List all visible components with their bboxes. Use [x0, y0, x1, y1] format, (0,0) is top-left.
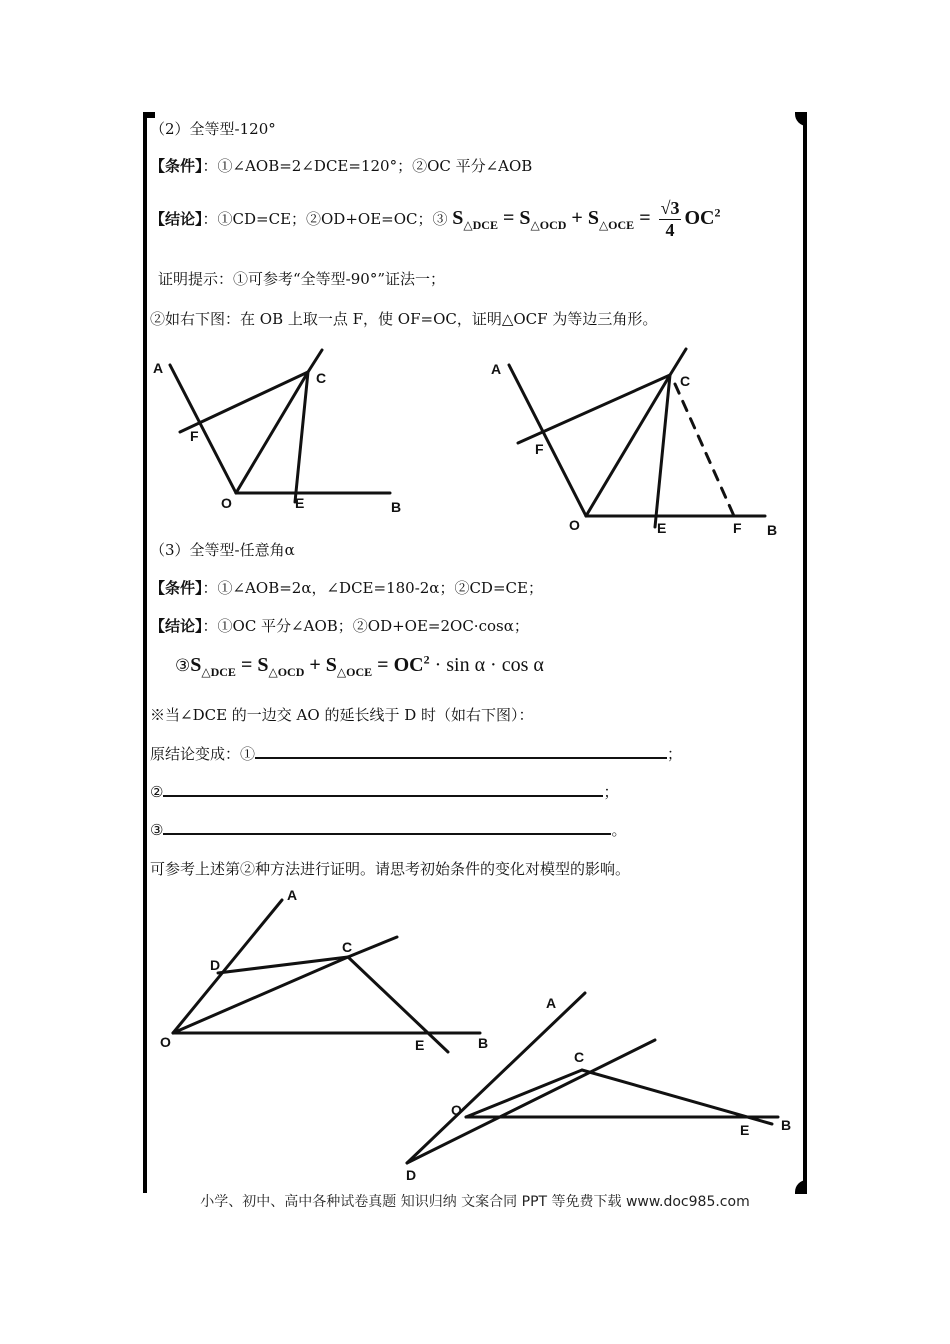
conclusion-tag: 【结论】 — [150, 617, 203, 635]
fig4-label-E: E — [740, 1122, 750, 1138]
proof-hint-1: 证明提示：①可参考“全等型-90°”证法一； — [158, 270, 445, 288]
fig4-label-B: B — [781, 1117, 792, 1133]
proof-hint-2: ②如右下图：在 OB 上取一点 F，使 OF=OC，证明△OCF 为等边三角形。 — [150, 310, 658, 328]
condition-text: ：①∠AOB=2α，∠DCE=180-2α；②CD=CE； — [202, 579, 543, 597]
section3-title: （3）全等型-任意角α — [150, 541, 295, 559]
refer-note: 可参考上述第②种方法进行证明。请思考初始条件的变化对模型的影响。 — [150, 860, 631, 878]
conclusion-text: ：①OC 平分∠AOB；②OD+OE=2OC·cosα； — [202, 617, 529, 635]
fraction: $\frac{√3}{4}$ — [660, 198, 680, 240]
fig3-label-D: D — [210, 957, 221, 973]
fig3-label-E: E — [415, 1037, 425, 1053]
fig1-label-O: O — [221, 495, 232, 511]
fig4-label-O: O — [451, 1102, 462, 1118]
fig2-label-F1: F — [535, 441, 544, 457]
fig2-label-E: E — [657, 520, 667, 536]
fig4-label-C: C — [574, 1049, 585, 1065]
section2-title: （2）全等型-120° — [150, 120, 276, 138]
fig4-label-A: A — [546, 995, 557, 1011]
conclusion-text: ：①CD=CE；②OD+OE=OC；③ — [202, 210, 448, 229]
fig1-label-E: E — [295, 495, 305, 511]
fig2-label-A: A — [491, 361, 502, 377]
fig1-label-F: F — [190, 428, 199, 444]
condition-text: ：①∠AOB=2∠DCE=120°；②OC 平分∠AOB — [202, 157, 533, 175]
blank-line-3: ③ 。 — [150, 821, 627, 839]
fig2-label-C: C — [680, 373, 691, 389]
fig1-label-C: C — [316, 370, 327, 386]
fig3-label-C: C — [342, 939, 353, 955]
footer-text: 小学、初中、高中各种试卷真题 知识归纳 文案合同 PPT 等免费下载 www.doc985.com — [200, 1194, 750, 1210]
extension-note: ※当∠DCE 的一边交 AO 的延长线于 D 时（如右下图）： — [150, 706, 534, 724]
fig3-label-B: B — [478, 1035, 489, 1051]
fig1-label-B: B — [391, 499, 402, 515]
area-formula: $S_{\triangle DCE} = S_{\triangle OCD} + S_{\triangle OCE}$ = $\frac{√3}{4}$ $OC^2$ — [452, 198, 721, 240]
fig3-label-O: O — [160, 1034, 171, 1050]
fig3-label-A: A — [287, 887, 298, 903]
condition-tag: 【条件】 — [150, 157, 203, 175]
fig2-label-F2: F — [733, 520, 742, 536]
conclusion-tag: 【结论】 — [150, 210, 203, 229]
blank-line-1: 原结论变成：① ； — [150, 745, 683, 763]
condition-tag: 【条件】 — [150, 579, 203, 597]
area-formula-3: $③S_{\triangle DCE} = S_{\triangle OCD} + S_{\triangle OCE} = OC^2 \cdot \sin \alpha \cdot \cos \alpha$ — [175, 652, 544, 679]
blank-line-2: ② ； — [150, 783, 619, 801]
fig2-label-B: B — [767, 522, 778, 538]
fig2-label-O: O — [569, 517, 580, 533]
fig1-label-A: A — [153, 360, 164, 376]
fig4-label-D: D — [406, 1167, 417, 1183]
